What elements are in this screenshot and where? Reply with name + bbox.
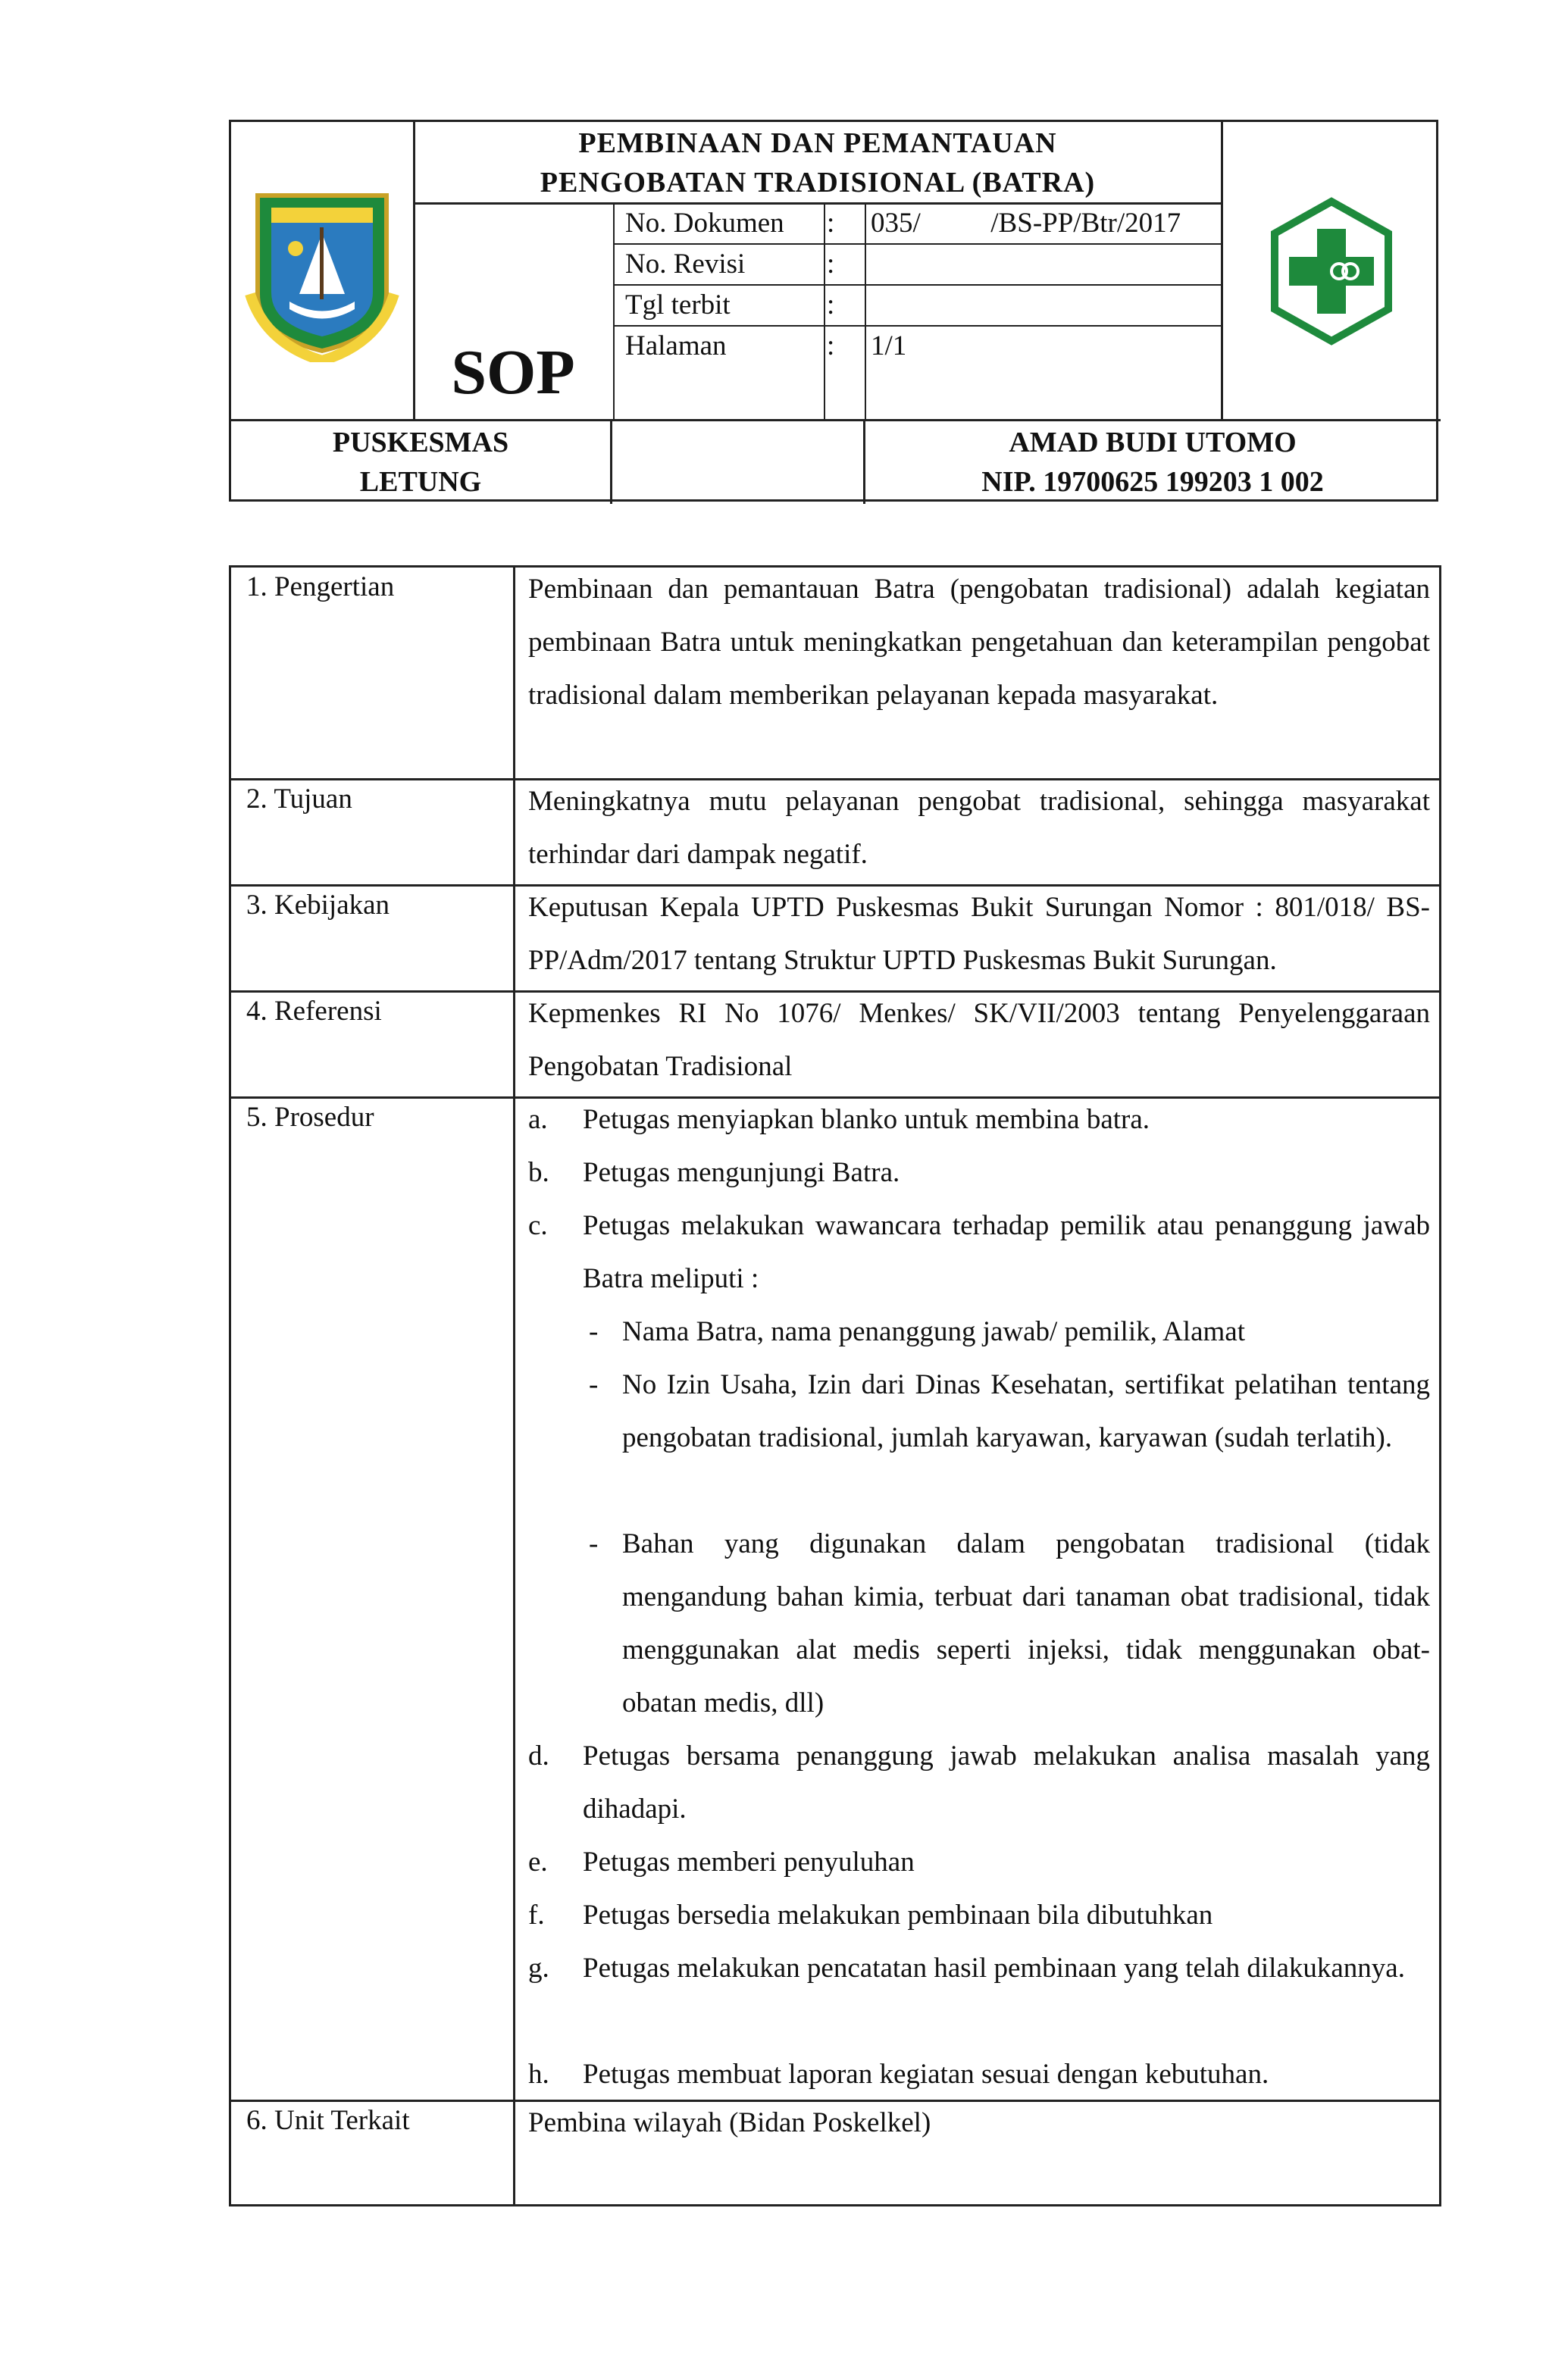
sop-header-table — [229, 120, 1438, 502]
section-text-policy — [528, 881, 1430, 987]
paragraph: Pembinaan dan pemantauan Batra (pengobatan tradisional) adalah kegiatan pembinaan Batra untuk meningkatkan pengetahuan dan keterampilan pengobat tradisional dalam memberikan pelayanan kepada masyarakat. — [528, 574, 1430, 711]
section-text-reference — [528, 987, 1430, 1093]
step-letter: c. — [528, 1210, 548, 1241]
step-letter: g. — [528, 1953, 549, 1984]
step-text: Petugas melakukan wawancara terhadap pemilik atau penanggung jawab Batra meliputi : — [583, 1210, 1430, 1294]
divider — [513, 568, 515, 2204]
meta-colon: : — [827, 330, 835, 361]
meta-label: No. Revisi — [625, 249, 746, 280]
step-letter: h. — [528, 2059, 549, 2090]
meta-colon: : — [827, 208, 835, 239]
meta-row-revision — [613, 245, 1222, 286]
signer-cell — [865, 421, 1441, 504]
paragraph: Pembina wilayah (Bidan Poskelkel) — [528, 2107, 931, 2138]
step-text: Petugas bersedia melakukan pembinaan bila dibutuhkan — [583, 1900, 1213, 1931]
step-letter: f. — [528, 1900, 545, 1931]
step-letter: d. — [528, 1740, 549, 1772]
subitem-text: No Izin Usaha, Izin dari Dinas Kesehatan, sertifikat pelatihan tentang pengobatan tradisional, jumlah karyawan, karyawan (sudah terlatih). — [622, 1369, 1430, 1453]
regional-emblem-logo — [231, 122, 413, 421]
meta-row-document-number — [613, 204, 1222, 245]
section-label-policy: 3. Kebijakan — [246, 890, 390, 921]
meta-label: Halaman — [625, 330, 727, 361]
section-label-definition: 1. Pengertian — [246, 571, 395, 602]
section-text-purpose — [528, 775, 1430, 881]
title-line-2: PENGOBATAN TRADISIONAL (BATRA) — [540, 167, 1096, 199]
section-label-reference: 4. Referensi — [246, 996, 382, 1027]
step-text: Petugas memberi penyuluhan — [583, 1847, 915, 1878]
meta-label: Tgl terbit — [625, 289, 731, 321]
step-letter: e. — [528, 1847, 548, 1878]
subitem-text: Nama Batra, nama penanggung jawab/ pemilik, Alamat — [622, 1316, 1245, 1347]
section-text-definition — [528, 563, 1430, 722]
step-text: Petugas bersama penanggung jawab melakukan analisa masalah yang dihadapi. — [583, 1740, 1430, 1825]
divider — [610, 421, 612, 504]
step-text: Petugas menyiapkan blanko untuk membina batra. — [583, 1104, 1150, 1135]
sop-label: SOP — [451, 336, 575, 408]
meta-row-issue-date — [613, 286, 1222, 327]
section-label-related-units: 6. Unit Terkait — [246, 2105, 410, 2136]
section-label-procedure: 5. Prosedur — [246, 1102, 374, 1133]
meta-colon: : — [827, 249, 835, 280]
step-letter: b. — [528, 1157, 549, 1188]
organization-cell — [231, 421, 610, 504]
organization-name: PUSKESMAS — [332, 427, 509, 458]
organization-location: LETUNG — [359, 466, 482, 498]
signer-name: AMAD BUDI UTOMO — [1009, 427, 1297, 458]
step-text: Petugas membuat laporan kegiatan sesuai dengan kebutuhan. — [583, 2059, 1269, 2090]
bullet-dash: - — [589, 1316, 599, 1347]
step-text: Petugas mengunjungi Batra. — [583, 1157, 900, 1188]
section-label-purpose: 2. Tujuan — [246, 783, 352, 815]
bullet-dash: - — [589, 1528, 599, 1559]
meta-label: No. Dokumen — [625, 208, 784, 239]
paragraph: Kepmenkes RI No 1076/ Menkes/ SK/VII/2003 tentang Penyelenggaraan Pengobatan Tradisional — [528, 998, 1430, 1082]
meta-row-page — [613, 327, 1222, 367]
document-title — [413, 122, 1222, 204]
paragraph: Keputusan Kepala UPTD Puskesmas Bukit Surungan Nomor : 801/018/ BS-PP/Adm/2017 tentang Struktur UPTD Puskesmas Bukit Surungan. — [528, 892, 1430, 976]
meta-colon: : — [827, 289, 835, 321]
bullet-dash: - — [589, 1369, 599, 1400]
title-line-1: PEMBINAAN DAN PEMANTAUAN — [578, 127, 1057, 159]
signer-nip: NIP. 19700625 199203 1 002 — [981, 466, 1324, 498]
paragraph: Meningkatnya mutu pelayanan pengobat tradisional, sehingga masyarakat terhindar dari dampak negatif. — [528, 786, 1430, 870]
meta-value: 1/1 — [871, 330, 907, 361]
subitem-text: Bahan yang digunakan dalam pengobatan tradisional (tidak mengandung bahan kimia, terbuat dari tanaman obat tradisional, tidak menggunakan alat medis seperti injeksi, tidak menggunakan obat- obatan medis, dll) — [622, 1528, 1430, 1719]
meta-value: 035/ /BS-PP/Btr/2017 — [871, 208, 1181, 239]
step-text: Petugas melakukan pencatatan hasil pembinaan yang telah dilakukannya. — [583, 1953, 1405, 1984]
sop-content-table — [229, 565, 1441, 2206]
section-text-related-units — [528, 2097, 1430, 2150]
step-letter: a. — [528, 1104, 548, 1135]
puskesmas-cross-logo — [1222, 122, 1441, 421]
